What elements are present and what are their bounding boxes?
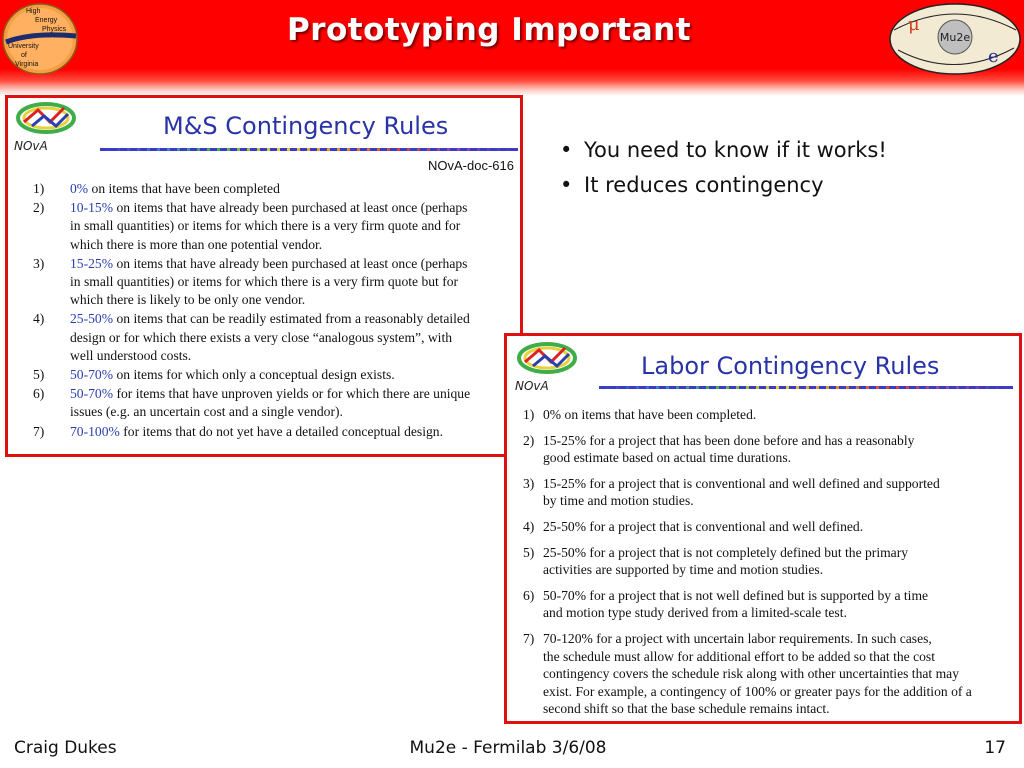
labor-rule-number: 5)	[523, 544, 535, 560]
hep-logo-line1: High	[26, 8, 41, 15]
ms-rule-percent: 50-70%	[70, 367, 114, 383]
ms-rule	[16, 423, 523, 441]
labor-rule	[523, 544, 1022, 579]
ms-rule-number: 3)	[33, 255, 45, 271]
labor-rule-text: 15-25% for a project that has been done before and has a reasonably good estimate based on actual time durations.	[543, 432, 915, 466]
ms-rule-text	[70, 180, 523, 198]
ms-rule-percent: 25-50%	[70, 311, 114, 327]
labor-rule-number: 1)	[523, 407, 535, 422]
labor-rule-text: 25-50% for a project that is not completely defined but the primary activities are supported by time and motion studies.	[543, 544, 909, 578]
labor-rule-number: 3)	[523, 475, 535, 491]
slide-header	[0, 0, 1024, 96]
hep-logo-line4: University	[8, 43, 39, 50]
labor-rule-text: 0% on items that have been completed.	[543, 407, 757, 422]
labor-rule	[523, 406, 1022, 424]
ms-rule-text	[70, 310, 523, 365]
ms-rule-percent: 50-70%	[70, 386, 114, 402]
labor-rule-number: 6)	[523, 587, 535, 603]
labor-rule	[523, 587, 1022, 622]
ms-rule-body: for items that have unproven yields or for which there are unique issues (e.g. an uncertain cost and a single vendor).	[70, 386, 471, 420]
bullet-item	[560, 173, 1000, 197]
uva-hep-logo	[2, 2, 79, 75]
labor-rule-text: 15-25% for a project that is conventional and well defined and supported by time and motion studies.	[543, 475, 940, 509]
ms-rule-body: on items for which only a conceptual design exists.	[113, 367, 395, 383]
ms-rule-body: on items that can be readily estimated from a reasonably detailed design or for which there exists a very close “analogous system”, with well understood costs.	[70, 311, 470, 363]
ms-contingency-panel	[5, 95, 523, 457]
labor-rule	[523, 432, 1022, 467]
bullet-text: You need to know if it works!	[584, 138, 887, 162]
ms-rule	[16, 255, 523, 310]
labor-rule-text: 25-50% for a project that is conventional and well defined.	[543, 518, 864, 534]
ms-rule	[16, 310, 523, 365]
ms-rule-number: 5)	[33, 367, 45, 383]
ms-title-rule	[100, 148, 518, 151]
ms-rule-number: 1)	[33, 181, 45, 196]
labor-contingency-panel	[504, 333, 1022, 724]
labor-rules-list	[523, 406, 1022, 724]
ms-rule-body: for items that do not yet have a detailed conceptual design.	[119, 423, 443, 439]
ms-rule-body: on items that have been completed	[88, 181, 280, 196]
labor-rule	[523, 475, 1022, 510]
ms-panel-title: M&S Contingency Rules	[163, 112, 449, 140]
nova-logo-text: NOvA	[515, 379, 549, 393]
nova-logo-text: NOvA	[14, 139, 48, 153]
labor-rule-number: 4)	[523, 518, 535, 534]
ms-rule-number: 4)	[33, 311, 45, 327]
ms-rule-percent: 15-25%	[70, 255, 114, 271]
ms-rule-text	[70, 199, 523, 254]
mu2e-logo-center: Mu2e	[939, 31, 971, 44]
ms-doc-ref: NOvA-doc-616	[428, 158, 514, 173]
ms-rule-number: 6)	[33, 386, 45, 402]
ms-rule	[16, 199, 523, 254]
hep-logo-line6: Virginia	[15, 61, 39, 68]
labor-rule-text: 70-120% for a project with uncertain labor requirements. In such cases, the schedule must allow for additional effort to be added so that the cost contingency covers the schedule risk along with other uncertainties that may exist. For example, a contingency of 100% or greater pays for the addition of a second shift so that the base schedule remains intact.	[543, 630, 972, 717]
nova-logo	[10, 98, 94, 154]
ms-rule-body: on items that have already been purchased at least once (perhaps in small quantities) or items for which there is a very firm quote and for which there is more than one potential vendor.	[70, 200, 468, 252]
footer-page-number: 17	[984, 738, 1006, 758]
bullet-text: It reduces contingency	[584, 173, 824, 197]
labor-rule-number: 7)	[523, 630, 535, 646]
labor-title-rule	[599, 386, 1013, 389]
ms-rule-percent: 70-100%	[70, 423, 120, 439]
labor-rule-text: 50-70% for a project that is not well defined but is supported by a time and motion type study derived from a limited-scale test.	[543, 587, 929, 621]
labor-rule	[523, 518, 1022, 536]
footer-event: Mu2e - Fermilab 3/6/08	[409, 738, 607, 758]
mu2e-logo-mu: μ	[908, 14, 920, 35]
ms-rule-text	[70, 423, 523, 441]
bullet-item	[560, 138, 1000, 162]
hep-logo-line2: Energy	[35, 17, 58, 24]
ms-rule-body: on items that have already been purchased at least once (perhaps in small quantities) or items for which there is a very firm quote but for which there is likely to be only one vendor.	[70, 255, 468, 308]
bullet-dot-icon: •	[560, 173, 573, 197]
key-points-list	[560, 138, 1000, 208]
footer-author: Craig Dukes	[14, 738, 117, 758]
labor-rule	[523, 630, 1022, 718]
ms-rule-text	[70, 385, 523, 421]
hep-logo-line5: of	[21, 52, 27, 59]
ms-rules-list	[16, 180, 523, 442]
nova-logo	[511, 338, 595, 394]
bullet-dot-icon: •	[560, 138, 573, 162]
ms-rule-percent: 0%	[70, 181, 89, 196]
ms-rule	[16, 385, 523, 421]
mu2e-logo-e: e	[988, 46, 999, 67]
ms-rule-text	[70, 366, 523, 384]
labor-panel-title: Labor Contingency Rules	[641, 352, 940, 380]
ms-rule	[16, 180, 523, 198]
hep-logo-line3: Physics	[42, 26, 67, 33]
ms-rule	[16, 366, 523, 384]
slide-title: Prototyping Important	[286, 12, 692, 48]
ms-rule-number: 7)	[33, 423, 45, 439]
ms-rule-text	[70, 255, 523, 310]
labor-rule-number: 2)	[523, 432, 535, 448]
ms-rule-number: 2)	[33, 200, 45, 216]
mu2e-logo	[888, 2, 1022, 76]
ms-rule-percent: 10-15%	[70, 200, 114, 216]
